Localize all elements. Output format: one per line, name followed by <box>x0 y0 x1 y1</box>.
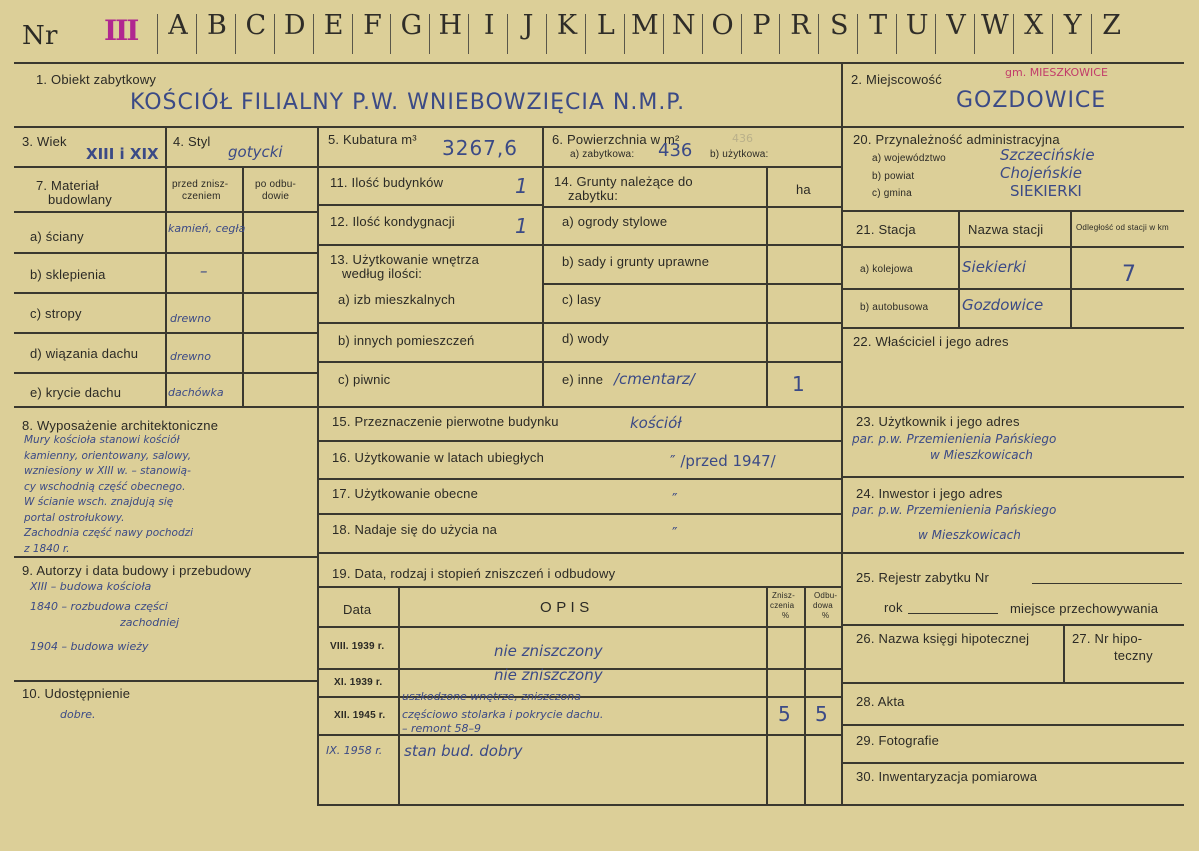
f21-label: 21. Stacja <box>856 222 916 237</box>
alphabet-separator <box>974 14 975 54</box>
f24-line-2: w Mieszkowicach <box>918 528 1021 542</box>
f18-value: ″ <box>672 524 678 542</box>
f24-label: 24. Inwestor i jego adres <box>856 486 1003 501</box>
f13-row-c: c) piwnic <box>338 372 391 387</box>
alphabet-letter: C <box>245 10 267 41</box>
f17-value: ″ <box>672 490 678 508</box>
f21-row-b-label: b) autobusowa <box>860 302 929 313</box>
f14-row-c: c) lasy <box>562 292 601 307</box>
f20-row-c-label: c) gmina <box>872 188 912 199</box>
f13-label-1: 13. Użytkowanie wnętrza <box>330 252 480 267</box>
f9-label: 9. Autorzy i data budowy i przebudowy <box>22 563 252 578</box>
f19-row2-date: XI. 1939 r. <box>334 677 383 688</box>
f11-value: 1 <box>515 174 528 198</box>
alphabet-separator <box>196 14 197 54</box>
f19-col-od-1: Odbu- <box>814 591 838 600</box>
f2-note: gm. MIESZKOWICE <box>1005 66 1108 79</box>
f19-col-date: Data <box>343 602 372 617</box>
alphabet-separator <box>546 14 547 54</box>
f13-row-b: b) innych pomieszczeń <box>338 333 475 348</box>
f6-a-label: a) zabytkowa: <box>570 149 635 160</box>
alphabet-separator <box>235 14 236 54</box>
alphabet-letter: U <box>905 10 929 41</box>
f7-row-b-value: – <box>200 262 208 280</box>
alphabet-separator <box>1013 14 1014 54</box>
f20-row-a-value: Szczecińskie <box>1000 146 1095 164</box>
f20-label: 20. Przynależność administracyjna <box>853 132 1060 147</box>
alphabet-separator <box>313 14 314 54</box>
f5-label: 5. Kubatura m³ <box>328 132 417 147</box>
alphabet-separator <box>274 14 275 54</box>
f6-a-value: 436 <box>658 140 693 161</box>
f19-row3-opis-1: uszkodzone wnętrze, zniszczona <box>402 690 581 703</box>
f7-row-b-label: b) sklepienia <box>30 267 106 282</box>
f19-row1-date: VIII. 1939 r. <box>330 641 385 652</box>
alphabet-letter: G <box>400 10 423 41</box>
f8-label: 8. Wyposażenie architektoniczne <box>22 418 219 433</box>
f21-row-a-label: a) kolejowa <box>860 264 913 275</box>
f1-value: KOŚCIÓŁ FILIALNY P.W. WNIEBOWZIĘCIA N.M.P. <box>130 90 686 115</box>
f8-line: portal ostrołukowy. <box>24 511 125 524</box>
f8-line: wzniesiony w XIII w. – stanowią- <box>24 465 191 477</box>
f8-line: Mury kościoła stanowi kościół <box>24 434 180 446</box>
alphabet-letter: A <box>168 10 188 41</box>
f9-line-2: 1840 – rozbudowa części <box>30 600 168 613</box>
alphabet-letter: B <box>206 10 227 41</box>
alphabet-letter: L <box>596 10 615 41</box>
f26-label: 26. Nazwa księgi hipotecznej <box>856 631 1030 646</box>
f21-col-dist: Odległość od stacji w km <box>1076 223 1169 232</box>
f21-row-b-name: Gozdowice <box>962 296 1044 314</box>
alphabet-separator <box>157 14 158 54</box>
f19-col-zn-2: czenia <box>770 601 795 610</box>
alphabet-letter: R <box>790 10 811 41</box>
alphabet-separator <box>663 14 664 54</box>
f19-label: 19. Data, rodzaj i stopień zniszczeń i odbudowy <box>332 566 616 581</box>
f7-row-c-value: drewno <box>170 312 211 325</box>
alphabet-letter: V <box>946 10 966 41</box>
f14-row-d: d) wody <box>562 331 609 346</box>
f19-col-zn-3: % <box>782 611 790 620</box>
f2-value: GOZDOWICE <box>956 88 1107 113</box>
alphabet-letter: H <box>438 10 463 41</box>
f7-row-a-value: kamień, cegła <box>168 222 246 235</box>
f7-row-d-value: drewno <box>170 350 211 363</box>
alphabet-letter: N <box>671 10 696 41</box>
f8-line: z 1840 r. <box>24 542 70 555</box>
alphabet-separator <box>779 14 780 54</box>
f9-line-3: zachodniej <box>120 616 180 629</box>
f14-row-b: b) sady i grunty uprawne <box>562 254 710 269</box>
f28-label: 28. Akta <box>856 694 905 709</box>
f14-row-e-value: /cmentarz/ <box>614 370 695 388</box>
f14-row-e-ha: 1 <box>792 372 805 396</box>
alphabet-letter: I <box>483 10 495 41</box>
f7-row-e-value: dachówka <box>168 386 224 399</box>
f19-row3-opis-3: – remont 58–9 <box>402 722 482 735</box>
f24-line-1: par. p.w. Przemienienia Pańskiego <box>852 503 1057 517</box>
f21-row-a-name: Siekierki <box>962 258 1027 276</box>
f7-col1-a: przed znisz- <box>172 179 229 190</box>
f20-row-a-label: a) województwo <box>872 153 946 164</box>
alphabet-letter: D <box>283 10 306 41</box>
f11-label: 11. Ilość budynków <box>330 175 444 190</box>
f13-label-2: według ilości: <box>342 266 423 281</box>
f7-row-d-label: d) wiązania dachu <box>30 346 139 361</box>
alphabet-separator <box>624 14 625 54</box>
f5-value: 3267,6 <box>442 136 518 160</box>
f25-miejsce: miejsce przechowywania <box>1010 601 1159 616</box>
f7-label-1: 7. Materiał <box>36 178 99 193</box>
f12-label: 12. Ilość kondygnacji <box>330 214 455 229</box>
f25-label: 25. Rejestr zabytku Nr <box>856 570 990 585</box>
alphabet-separator <box>390 14 391 54</box>
f18-label: 18. Nadaje się do użycia na <box>332 522 498 537</box>
alphabet-separator <box>1091 14 1092 54</box>
alphabet-letter: F <box>363 10 382 41</box>
alphabet-letter: S <box>830 10 849 41</box>
f14-row-a: a) ogrody stylowe <box>562 214 668 229</box>
alphabet-letter: E <box>323 10 344 41</box>
f14-row-e: e) inne <box>562 372 604 387</box>
f20-row-c-value: SIEKIERKI <box>1010 182 1082 200</box>
f8-line: W ścianie wsch. znajdują się <box>24 496 174 508</box>
f21-row-a-dist: 7 <box>1122 262 1136 287</box>
alphabet-separator <box>702 14 703 54</box>
f4-label: 4. Styl <box>173 134 211 149</box>
f25-rok: rok <box>884 600 903 615</box>
alphabet-separator <box>352 14 353 54</box>
alphabet-letter: P <box>752 10 771 41</box>
alphabet-separator <box>585 14 586 54</box>
f7-row-e-label: e) krycie dachu <box>30 385 122 400</box>
f19-row3-od: 5 <box>815 702 828 726</box>
alphabet-letter: T <box>869 10 888 41</box>
f19-col-zn-1: Znisz- <box>772 591 795 600</box>
f19-col-od-3: % <box>822 611 830 620</box>
f19-row3-date: XII. 1945 r. <box>334 710 386 721</box>
f15-label: 15. Przeznaczenie pierwotne budynku <box>332 414 559 429</box>
alphabet-separator <box>468 14 469 54</box>
f20-row-b-value: Chojeńskie <box>1000 164 1082 182</box>
nr-label: Nr <box>22 21 58 51</box>
f10-label: 10. Udostępnienie <box>22 686 131 701</box>
f30-label: 30. Inwentaryzacja pomiarowa <box>856 769 1038 784</box>
f14-unit: ha <box>796 182 811 197</box>
f21-col-name: Nazwa stacji <box>968 222 1044 237</box>
alphabet-letter: W <box>981 10 1009 41</box>
f27-label-2: teczny <box>1114 648 1153 663</box>
f16-label: 16. Użytkowanie w latach ubiegłych <box>332 450 545 465</box>
alphabet-separator <box>857 14 858 54</box>
f4-value: gotycki <box>228 143 283 161</box>
f9-line-4: 1904 – budowa wieży <box>30 640 149 653</box>
f22-label: 22. Właściciel i jego adres <box>853 334 1009 349</box>
f7-row-c-label: c) stropy <box>30 306 82 321</box>
alphabet-separator <box>1052 14 1053 54</box>
alphabet-letter: K <box>556 10 578 41</box>
f8-line: Zachodnia część nawy pochodzi <box>24 527 194 539</box>
alphabet-separator <box>741 14 742 54</box>
f1-label: 1. Obiekt zabytkowy <box>36 72 157 87</box>
f19-row2-opis: nie zniszczony <box>494 666 603 684</box>
f23-line-1: par. p.w. Przemienienia Pańskiego <box>852 432 1057 446</box>
f7-col2-b: dowie <box>262 191 290 202</box>
f9-line-1: XIII – budowa kościoła <box>30 580 152 593</box>
alphabet-separator <box>935 14 936 54</box>
alphabet-separator <box>507 14 508 54</box>
f14-label-1: 14. Grunty należące do <box>554 174 693 189</box>
f16-value: ″ /przed 1947/ <box>670 452 776 470</box>
f6-label: 6. Powierzchnia w m² <box>552 132 680 147</box>
alphabet-separator <box>896 14 897 54</box>
f19-row4-date: IX. 1958 r. <box>326 744 383 757</box>
f23-label: 23. Użytkownik i jego adres <box>856 414 1020 429</box>
alphabet-letter: J <box>522 10 534 41</box>
f17-label: 17. Użytkowanie obecne <box>332 486 479 501</box>
f3-value: XIII i XIX <box>86 145 159 163</box>
f27-label-1: 27. Nr hipo- <box>1072 631 1143 646</box>
f7-col2-a: po odbu- <box>255 179 297 190</box>
f10-value: dobre. <box>60 708 96 721</box>
f13-row-a: a) izb mieszkalnych <box>338 292 456 307</box>
f19-col-opis: O P I S <box>540 599 590 616</box>
f8-line: cy wschodnią część obecnego. <box>24 480 186 493</box>
f19-row3-opis-2: częściowo stolarka i pokrycie dachu. <box>402 708 604 721</box>
alphabet-letter: M <box>630 10 659 41</box>
f23-line-2: w Mieszkowicach <box>930 448 1033 462</box>
f2-label: 2. Miejscowość <box>851 72 942 87</box>
alphabet-separator <box>818 14 819 54</box>
f7-label-2: budowlany <box>48 192 112 207</box>
f19-row3-zn: 5 <box>778 702 791 726</box>
f15-value: kościół <box>630 414 682 432</box>
f6-b-label: b) użytkowa: <box>710 149 769 160</box>
f8-line: kamienny, orientowany, salowy, <box>24 449 192 462</box>
nr-value: III <box>104 14 138 47</box>
alphabet-letter: Z <box>1102 10 1121 41</box>
f12-value: 1 <box>515 214 528 238</box>
f19-row4-opis: stan bud. dobry <box>404 742 523 760</box>
f7-row-a-label: a) ściany <box>30 229 84 244</box>
alphabet-letter: X <box>1024 10 1044 41</box>
f14-label-2: zabytku: <box>568 188 619 203</box>
alphabet-letter: O <box>711 10 734 41</box>
f7-col1-b: czeniem <box>182 191 221 202</box>
alphabet-separator <box>429 14 430 54</box>
f19-col-od-2: dowa <box>813 601 833 610</box>
f19-row1-opis: nie zniszczony <box>494 642 603 660</box>
f3-label: 3. Wiek <box>22 134 67 149</box>
f29-label: 29. Fotografie <box>856 733 940 748</box>
f20-row-b-label: b) powiat <box>872 171 915 182</box>
alphabet-letter: Y <box>1063 10 1082 41</box>
f6-faint: 436 <box>732 132 753 145</box>
